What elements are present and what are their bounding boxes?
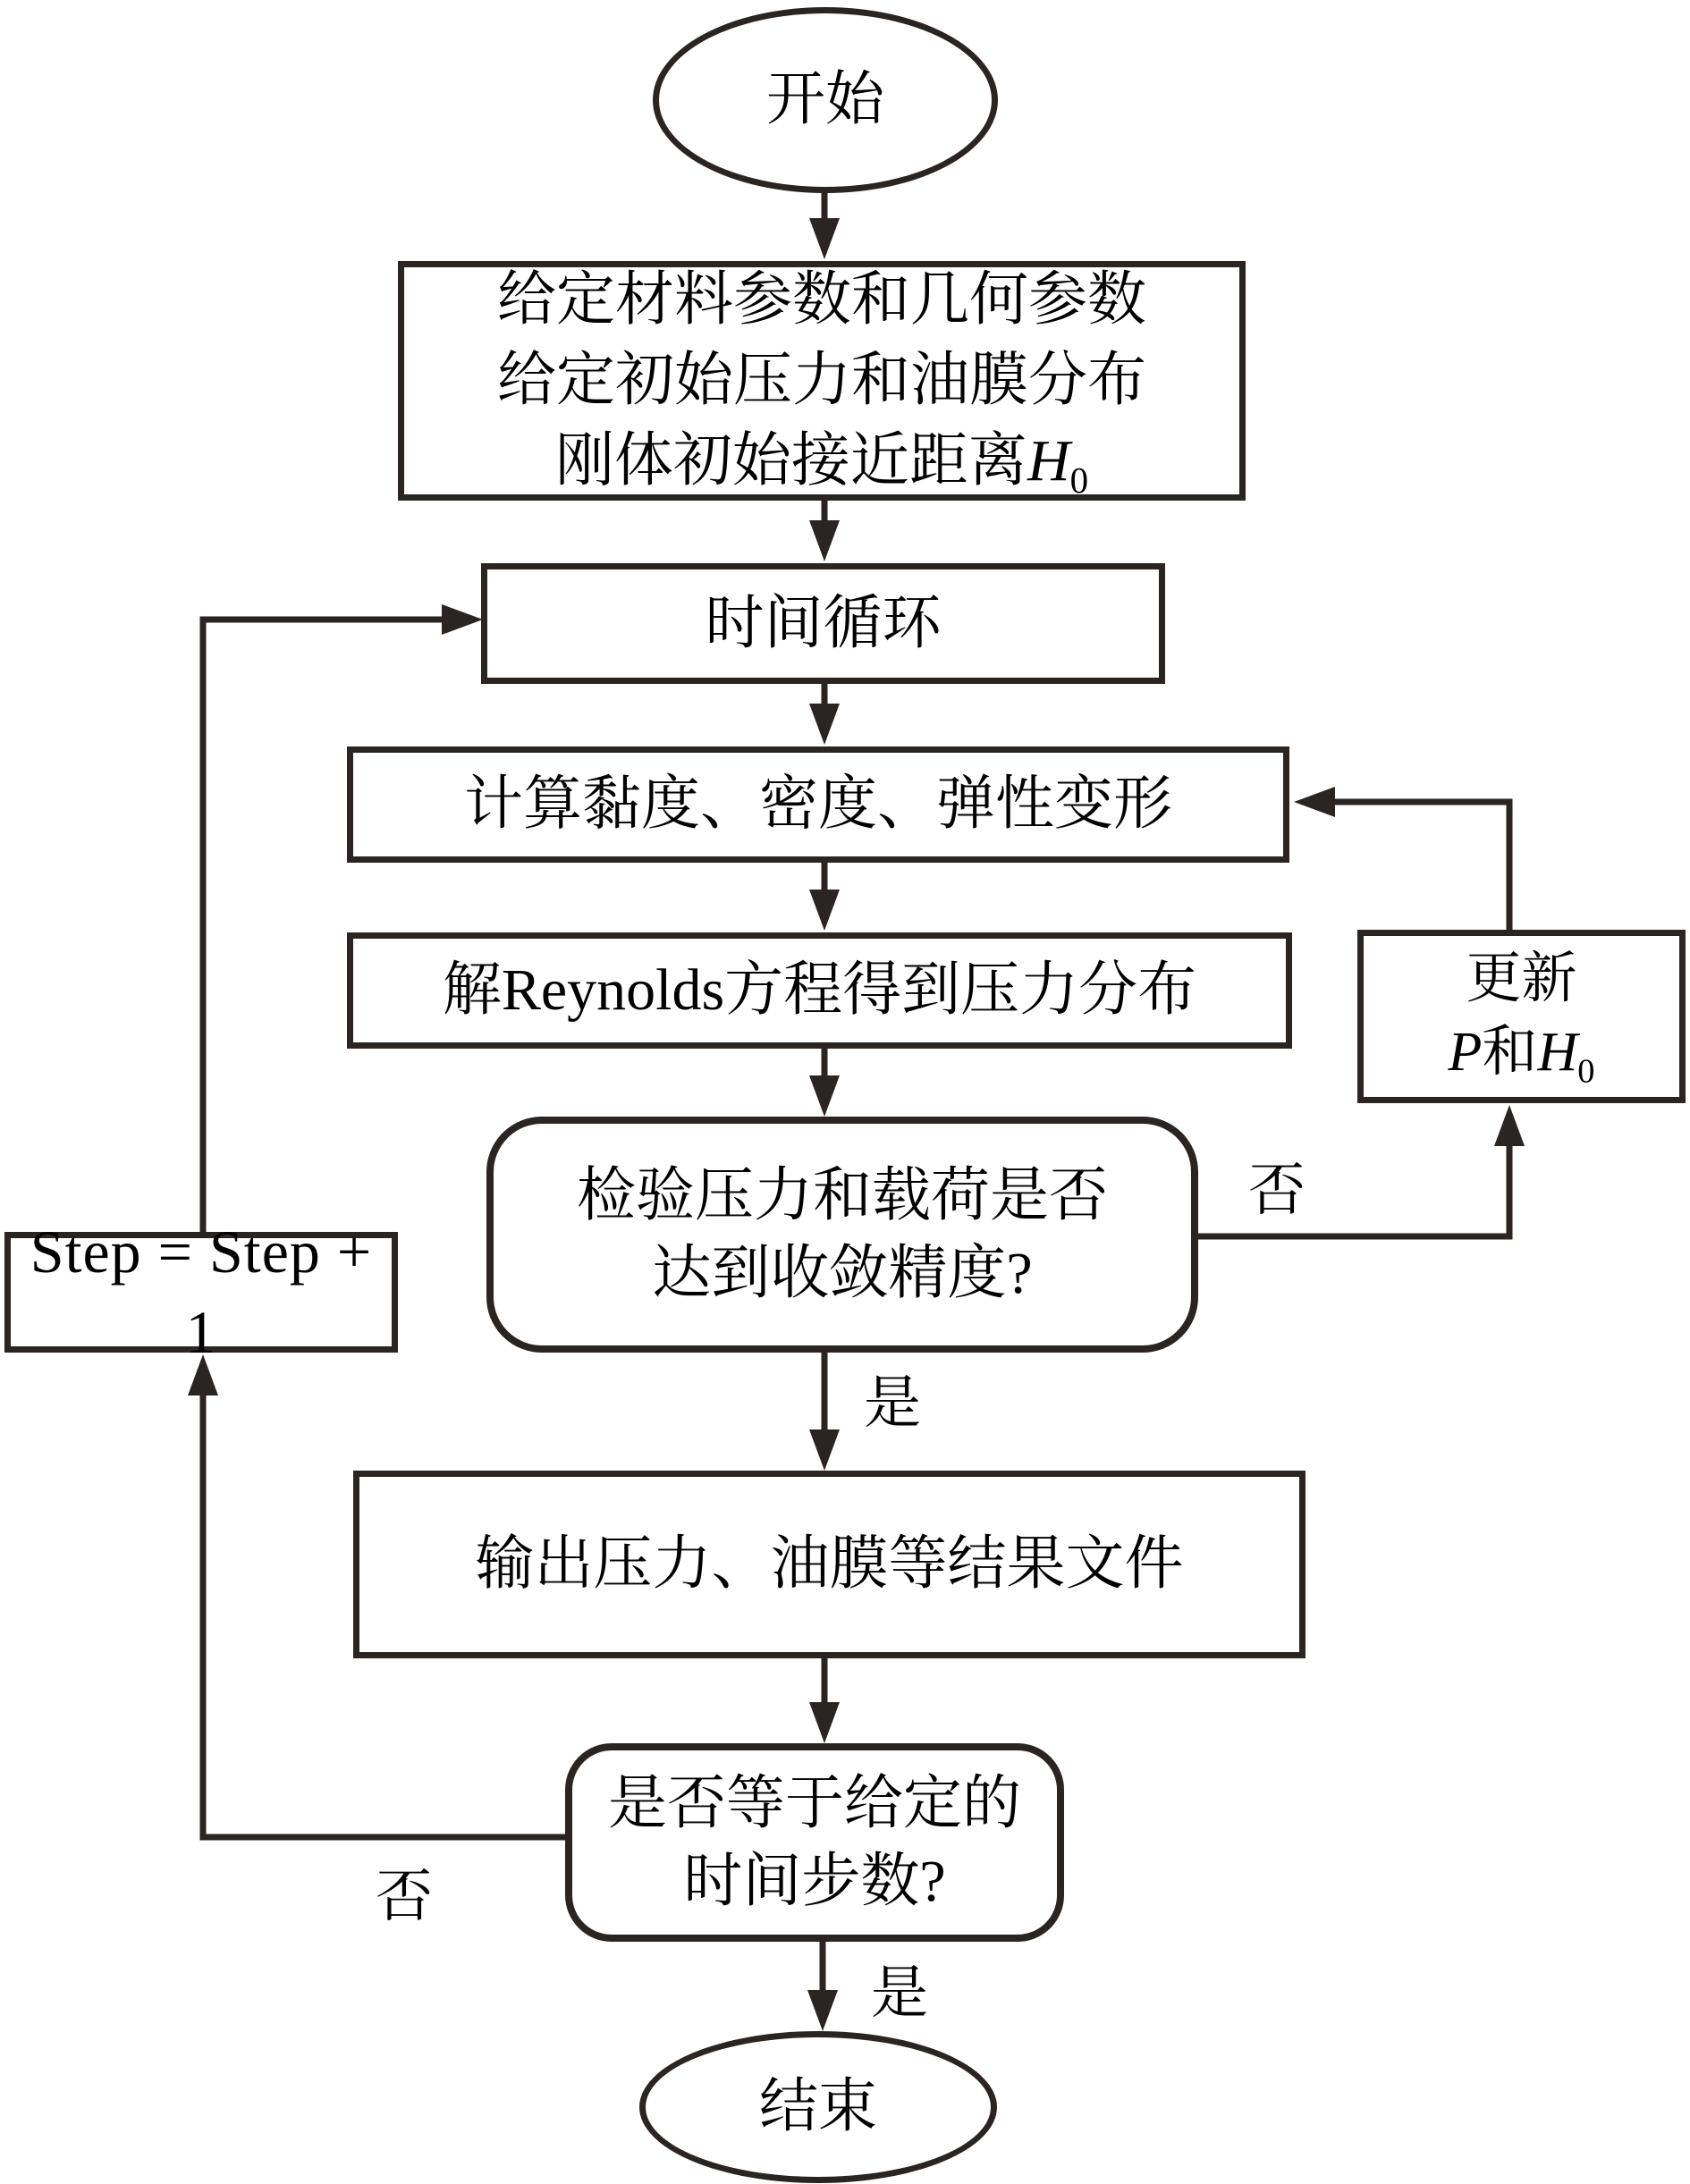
arrowhead-down-icon <box>809 1702 840 1743</box>
convergence-line-1: 检验压力和载荷是否 <box>577 1162 1108 1228</box>
timestep-no-label: 否 <box>376 1865 433 1928</box>
timestep-line-2: 时间步数? <box>683 1849 946 1914</box>
edge-step-to-timeloop <box>203 620 442 1232</box>
arrowhead-down-icon <box>809 218 840 259</box>
convergence-no-label: 否 <box>1248 1159 1306 1222</box>
step-label: Step = Step + 1 <box>30 1217 373 1366</box>
output-results-process <box>353 1471 1306 1658</box>
start-terminator <box>653 7 998 193</box>
arrowhead-down-icon <box>809 704 840 745</box>
start-label: 开始 <box>766 67 884 133</box>
solve-reynolds-process <box>347 932 1292 1049</box>
step-increment-process <box>4 1217 398 1366</box>
timestep-decision <box>565 1743 1064 1942</box>
arrowhead-right-icon <box>442 604 483 635</box>
time-loop-label: 时间循环 <box>705 590 942 656</box>
arrowhead-down-icon <box>809 1075 840 1117</box>
compute-properties-process <box>347 746 1289 863</box>
arrowhead-down-icon <box>809 1429 840 1471</box>
params-line-1: 给定材料参数和几何参数 <box>497 267 1146 333</box>
convergence-yes-label: 是 <box>864 1371 921 1435</box>
reynolds-label: 解Reynolds方程得到压力分布 <box>442 957 1197 1024</box>
params-line-2: 给定初始压力和油膜分布 <box>497 348 1146 414</box>
output-label: 输出压力、油膜等结果文件 <box>475 1531 1184 1598</box>
arrowhead-down-icon <box>807 1990 838 2031</box>
update-line-1: 更新 <box>1466 949 1577 1010</box>
edge-convergence-no <box>1198 1146 1509 1236</box>
arrowhead-left-icon <box>1294 787 1335 817</box>
timestep-line-1: 是否等于给定的 <box>608 1770 1021 1836</box>
arrowhead-down-icon <box>809 520 840 561</box>
convergence-line-2: 达到收敛精度? <box>652 1241 1033 1306</box>
timestep-yes-label: 是 <box>871 1961 928 2025</box>
update-line-2: P和$H_0$ <box>1448 1022 1595 1091</box>
update-p-h0-process <box>1357 930 1686 1103</box>
arrowhead-down-icon <box>809 890 840 931</box>
end-label: 结束 <box>759 2074 877 2140</box>
params-line-3: 刚体初始接近距离$H_0$ <box>554 427 1089 502</box>
time-loop-process <box>481 563 1165 684</box>
end-terminator <box>639 2031 997 2183</box>
arrowhead-up-icon <box>1494 1105 1525 1146</box>
edge-update-to-compute <box>1335 802 1509 930</box>
initial-parameters-process <box>398 261 1246 501</box>
convergence-decision <box>486 1117 1198 1353</box>
compute-label: 计算黏度、密度、弹性变形 <box>464 772 1172 838</box>
